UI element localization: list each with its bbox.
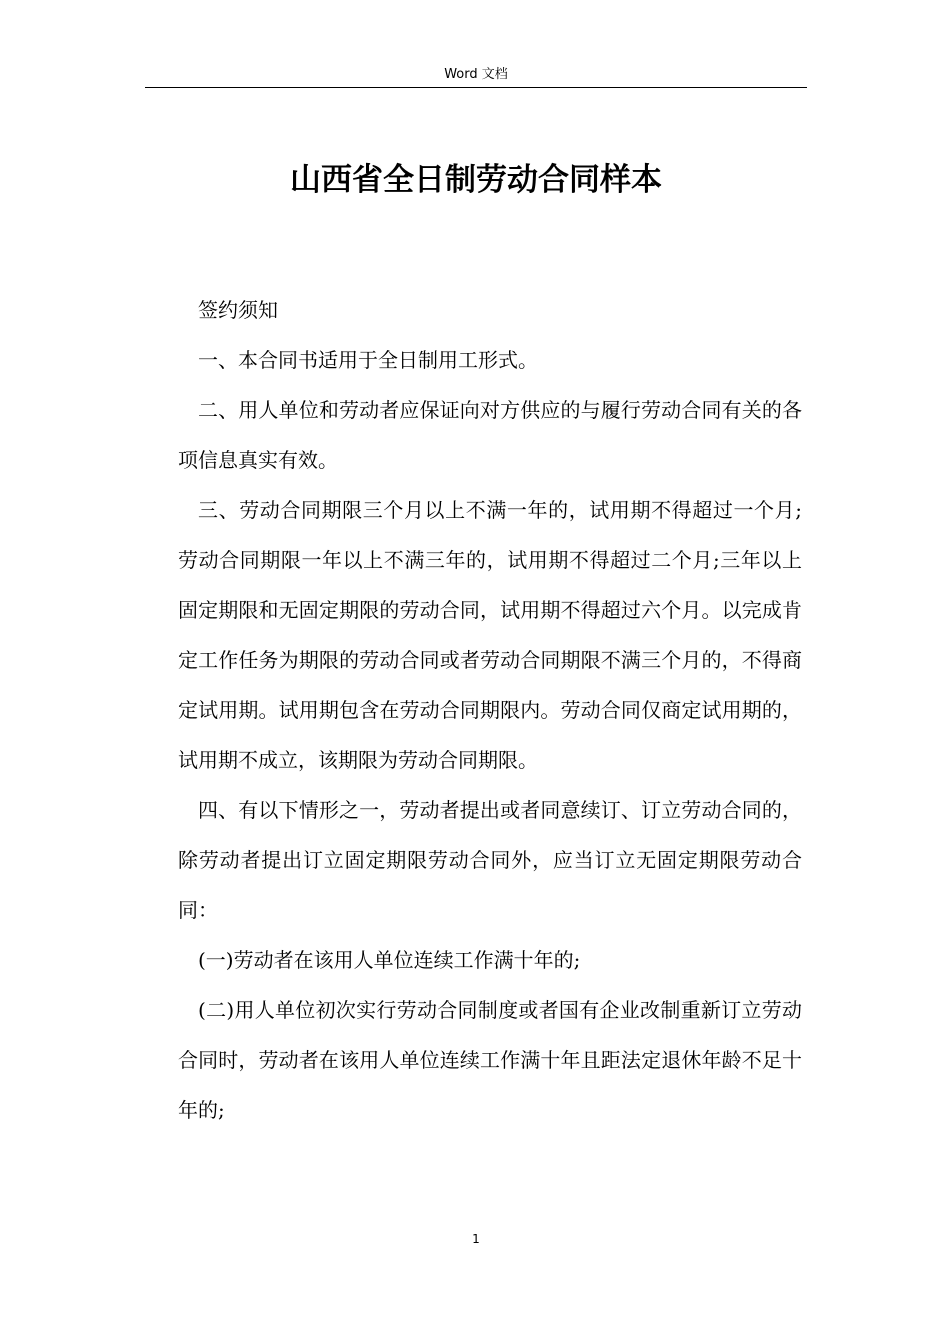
paragraph-signing-notice: 签约须知 — [198, 298, 278, 322]
paragraph-clause-3: 三、劳动合同期限三个月以上不满一年的，试用期不得超过一个月;劳动合同期限一年以上不满三年的，试用期不得超过二个月;三年以上固定期限和无固定期限的劳动合同，试用期不得超过六个月。以完成肯定工作任务为期限的劳动合同或者劳动合同期限不满三个月的，不得商定试用期。试用期包含在劳动合同期限内。劳动合同仅商定试用期的，试用期不成立，该期限为劳动合同期限。 — [178, 498, 802, 772]
paragraph-clause-2: 二、用人单位和劳动者应保证向对方供应的与履行劳动合同有关的各项信息真实有效。 — [178, 398, 802, 472]
page-number: 1 — [472, 1232, 480, 1246]
paragraph-clause-4-item-1: (一)劳动者在该用人单位连续工作满十年的; — [198, 948, 581, 972]
header-rule — [145, 87, 807, 88]
paragraph-clause-1: 一、本合同书适用于全日制用工形式。 — [198, 348, 538, 372]
document-body — [178, 285, 802, 1135]
paragraph-clause-4-item-2: (二)用人单位初次实行劳动合同制度或者国有企业改制重新订立劳动合同时，劳动者在该用人单位连续工作满十年且距法定退休年龄不足十年的; — [178, 998, 802, 1122]
document-title: 山西省全日制劳动合同样本 — [290, 162, 662, 198]
paragraph-clause-4: 四、有以下情形之一，劳动者提出或者同意续订、订立劳动合同的，除劳动者提出订立固定期限劳动合同外，应当订立无固定期限劳动合同： — [178, 798, 802, 922]
running-header: Word 文档 — [444, 67, 508, 82]
